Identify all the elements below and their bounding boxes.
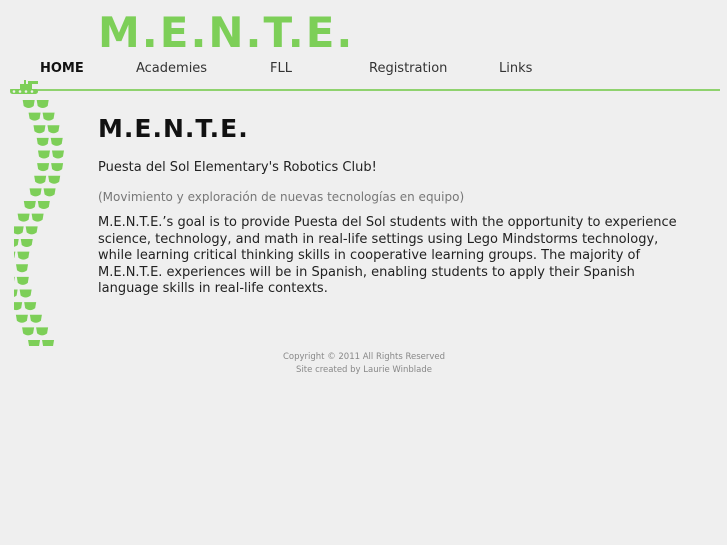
tread-link [17,277,29,285]
tread-link [34,176,46,184]
tread-link [48,176,60,184]
tread-link [14,302,22,310]
acronym-expansion: (Movimiento y exploración de nuevas tecnologías en equipo) [98,190,465,204]
footer [200,351,528,377]
tread-link [29,113,41,121]
tread-link [47,125,59,133]
nav-fll[interactable]: FLL [270,61,292,76]
tread-link [16,264,28,272]
tread-link [42,340,54,346]
tread-link [17,252,29,260]
tread-link [38,151,50,159]
tread-link [24,302,36,310]
page-title: M.E.N.T.E. [98,114,249,143]
robot-icon [8,79,42,97]
nav-home[interactable]: HOME [40,61,84,76]
tread-link [28,340,40,346]
nav-academies[interactable]: Academies [136,61,208,76]
tank-tread-icon [14,96,76,346]
club-tagline: Puesta del Sol Elementary's Robotics Club! [98,160,377,175]
site-credit: Site created by Laurie Winblade [296,365,432,375]
tread-link [20,289,32,297]
tread-link [14,226,24,234]
tread-link [30,315,42,323]
tread-link [18,214,30,222]
tread-link [22,327,34,335]
tread-link [44,188,56,196]
nav-registration[interactable]: Registration [369,61,448,76]
tread-link [36,327,48,335]
tread-link [37,163,49,171]
tread-link [24,201,36,209]
tread-link [51,138,63,146]
tread-link [16,315,28,323]
tread-link [37,100,49,108]
tread-link [37,138,49,146]
tread-link [21,239,33,247]
tread-link [43,113,55,121]
tread-link [33,125,45,133]
tread-link [32,214,44,222]
tread-link [23,100,35,108]
mission-paragraph: M.E.N.T.E.’s goal is to provide Puesta del Sol students with the opportunity to experience science, technology, and math in real-life settings using Lego Mindstorms technology, while learning critical thinking skills in cooperative learning groups. The majority of M.E.N.T.E. experiences will be in Spanish, enabling students to apply their Spanish language skills in real-life contexts. [98,215,677,296]
main-content [98,112,688,298]
tread-link [51,163,63,171]
tread-link [26,226,38,234]
nav-links[interactable]: Links [499,61,533,76]
tread-link [38,201,50,209]
tread-link [14,239,19,247]
header-divider [10,89,720,91]
tread-link [14,252,15,260]
copyright-text: Copyright © 2011 All Rights Reserved [282,352,446,362]
tread-link [30,188,42,196]
tread-link [14,289,18,297]
site-title: M.E.N.T.E. [98,8,355,57]
tread-link [14,277,15,285]
tread-link [52,151,64,159]
